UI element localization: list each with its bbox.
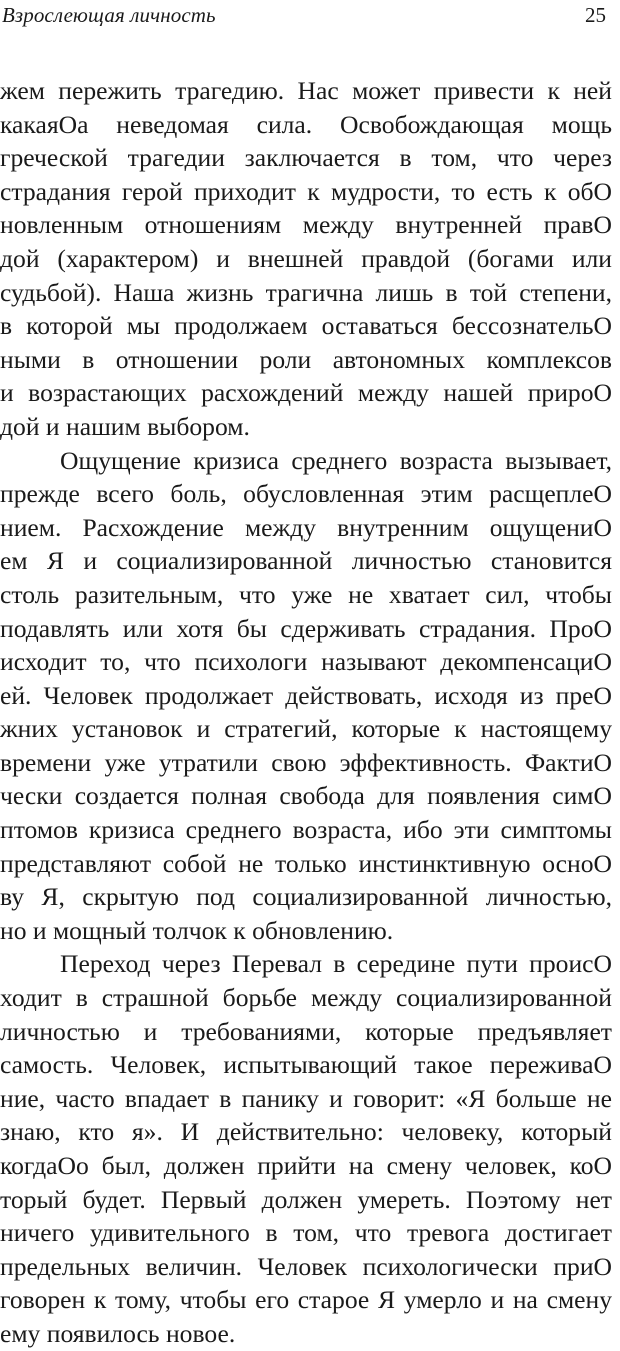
text-line: чески создается полная свобода для появления симО <box>0 781 612 811</box>
text-line: ничего удивительного в том, что тревога достигает <box>0 1218 612 1248</box>
text-line: жем пережить трагедию. Нас может привести к ней <box>0 76 612 105</box>
text-line: Ощущение кризиса среднего возраста вызывает, <box>60 445 612 475</box>
text-line: птомов кризиса среднего возраста, ибо эти симптомы <box>0 815 612 845</box>
paragraph <box>0 444 612 948</box>
text-line: ему появилось новое. <box>0 1318 236 1348</box>
page-number: 25 <box>585 3 606 27</box>
text-line: говорен к тому, чтобы его старое Я умерло и на смену <box>0 1285 612 1315</box>
text-line: прежде всего боль, обусловленная этим расщеплеО <box>0 479 612 509</box>
text-line: торый будет. Первый должен умереть. Поэтому нет <box>0 1184 612 1214</box>
paragraph <box>0 74 612 444</box>
text-line: ние, часто впадает в панику и говорит: «Я больше не <box>0 1083 612 1113</box>
text-line: новленным отношениям между внутренней правО <box>0 210 612 240</box>
text-line: ву Я, скрытую под социализированной личностью, <box>0 882 612 912</box>
text-line: но и мощный толчок к обновлению. <box>0 915 394 945</box>
running-title: Взрослеющая личность <box>2 3 216 27</box>
text-line: жних установок и стратегий, которые к настоящему <box>0 714 612 744</box>
text-line: исходит то, что психологи называют декомпенсациО <box>0 647 612 677</box>
page-header <box>0 0 620 32</box>
text-line: личностью и требованиями, которые предъявляет <box>0 1016 612 1046</box>
text-line: столь разительным, что уже не хватает сил, чтобы <box>0 579 612 609</box>
text-line: времени уже утратили свою эффективность. ФактиО <box>0 747 612 777</box>
text-line: судьбой). Наша жизнь трагична лишь в той степени, <box>0 277 612 307</box>
text-line: ходит в страшной борьбе между социализированной <box>0 983 612 1013</box>
text-line: дой и нашим выбором. <box>0 411 250 441</box>
text-line: предельных величин. Человек психологически приО <box>0 1251 612 1281</box>
text-line: ными в отношении роли автономных комплексов <box>0 344 612 374</box>
text-line: греческой трагедии заключается в том, что через <box>0 143 612 173</box>
text-line: самость. Человек, испытывающий такое переживаО <box>0 1050 612 1080</box>
text-line: ей. Человек продолжает действовать, исходя из преО <box>0 680 612 710</box>
text-line: когдаОо был, должен прийти на смену человек, коО <box>0 1151 612 1180</box>
text-line: знаю, кто я». И действительно: человеку, который <box>0 1117 612 1147</box>
text-line: представляют собой не только инстинктивную осноО <box>0 848 612 878</box>
text-line: какаяОа неведомая сила. Освобождающая мощь <box>0 109 612 139</box>
text-line: Переход через Перевал в середине пути происО <box>60 949 612 979</box>
body-text <box>0 74 612 1351</box>
text-line: дой (характером) и внешней правдой (богами или <box>0 243 612 273</box>
text-line: нием. Расхождение между внутренним ощущениО <box>0 512 612 542</box>
text-line: в которой мы продолжаем оставаться бессознательО <box>0 311 612 341</box>
text-line: подавлять или хотя бы сдерживать страдания. ПроО <box>0 613 612 643</box>
text-line: страдания герой приходит к мудрости, то есть к обО <box>0 176 612 206</box>
paragraph <box>0 947 612 1350</box>
text-line: ем Я и социализированной личностью становится <box>0 546 612 576</box>
text-line: и возрастающих расхождений между нашей прироО <box>0 378 612 408</box>
